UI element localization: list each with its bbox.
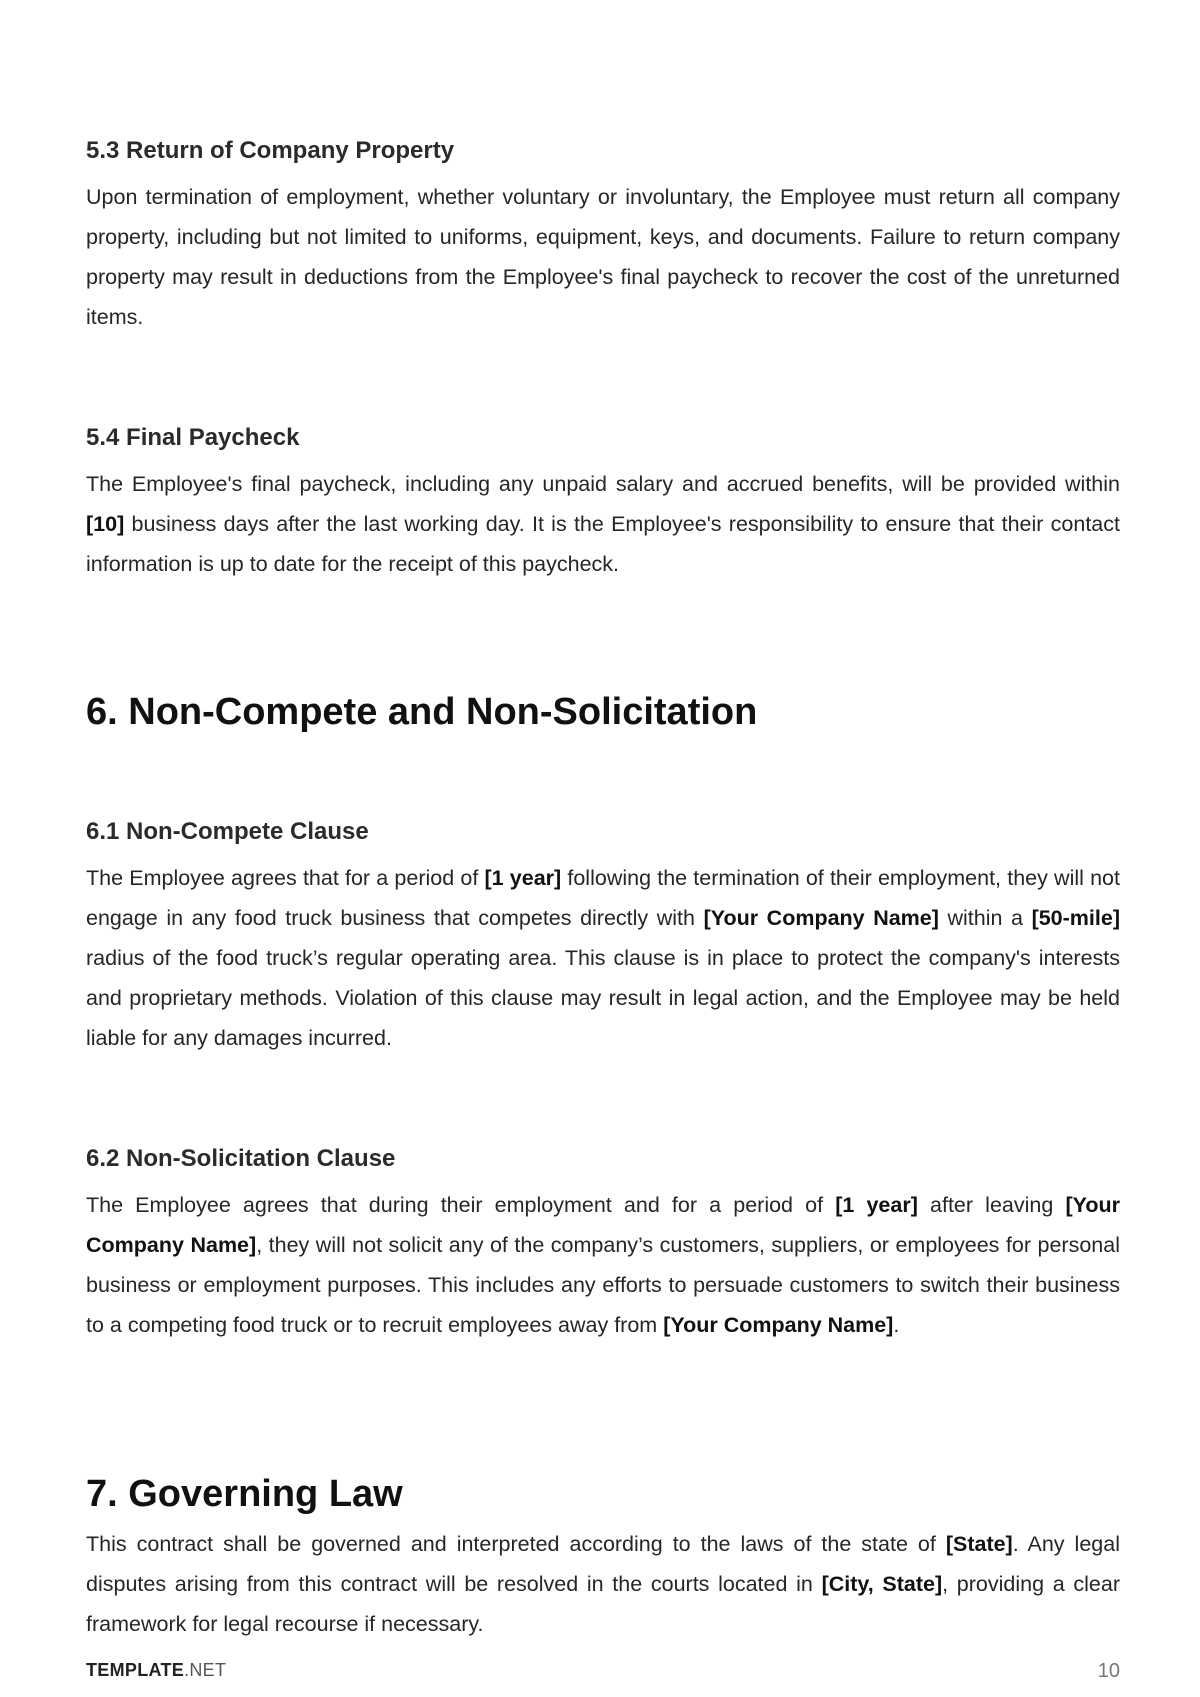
placeholder-value: [50-mile]: [1031, 906, 1120, 930]
section-body: The Employee agrees that for a period of [1 year] following the termination of their employment, they will not engage in any food truck business that competes directly with [Your Company Name] within a [50-mile] radius of the food truck’s regular operating area. This clause is in place to protect the company's interests and proprietary methods. Violation of this clause may result in legal action, and the Employee may be held liable for any damages incurred.: [86, 866, 1120, 1050]
placeholder-value: [City, State]: [821, 1572, 943, 1596]
section-6: [86, 688, 1120, 736]
placeholder-value: [1 year]: [484, 866, 562, 890]
placeholder-value: [Your Company Name]: [703, 906, 939, 930]
section-body: This contract shall be governed and interpreted according to the laws of the state of [State]. Any legal disputes arising from this contract will be resolved in the courts located in [City, State], providing a clear framework for legal recourse if necessary.: [86, 1532, 1120, 1636]
placeholder-value: [Your Company Name]: [86, 1193, 1120, 1257]
section-5-3: [86, 135, 1120, 337]
section-5-4: [86, 422, 1120, 584]
section-heading: 5.3 Return of Company Property: [86, 137, 455, 164]
section-body: The Employee agrees that during their employment and for a period of [1 year] after leaving [Your Company Name], they will not solicit any of the company’s customers, suppliers, or employees for personal business or employment purposes. This includes any efforts to persuade customers to switch their business to a competing food truck or to recruit employees away from [Your Company Name].: [86, 1193, 1120, 1337]
placeholder-value: [Your Company Name]: [663, 1313, 894, 1337]
section-7: [86, 1470, 1120, 1644]
section-body: The Employee's final paycheck, including any unpaid salary and accrued benefits, will be provided within [10] business days after the last working day. It is the Employee's responsibility to ensure that their contact information is up to date for the receipt of this paycheck.: [86, 472, 1120, 576]
placeholder-value: [1 year]: [835, 1193, 918, 1217]
brand-logo: TEMPLATE.NET: [86, 1660, 227, 1680]
placeholder-value: [10]: [86, 512, 125, 536]
section-heading: 5.4 Final Paycheck: [86, 424, 300, 451]
section-6-1: [86, 816, 1120, 1058]
section-title: 6. Non-Compete and Non-Solicitation: [86, 691, 758, 733]
section-6-2: [86, 1143, 1120, 1345]
section-heading: 6.2 Non-Solicitation Clause: [86, 1145, 396, 1172]
section-body: Upon termination of employment, whether voluntary or involuntary, the Employee must return all company property, including but not limited to uniforms, equipment, keys, and documents. Failure to return company property may result in deductions from the Employee's final paycheck to recover the cost of the unreturned items.: [86, 185, 1120, 329]
placeholder-value: [State]: [945, 1532, 1013, 1556]
section-heading: 6.1 Non-Compete Clause: [86, 818, 369, 845]
page-number: 10: [1097, 1660, 1120, 1682]
section-title: 7. Governing Law: [86, 1473, 403, 1515]
page-footer: [86, 1660, 1120, 1684]
